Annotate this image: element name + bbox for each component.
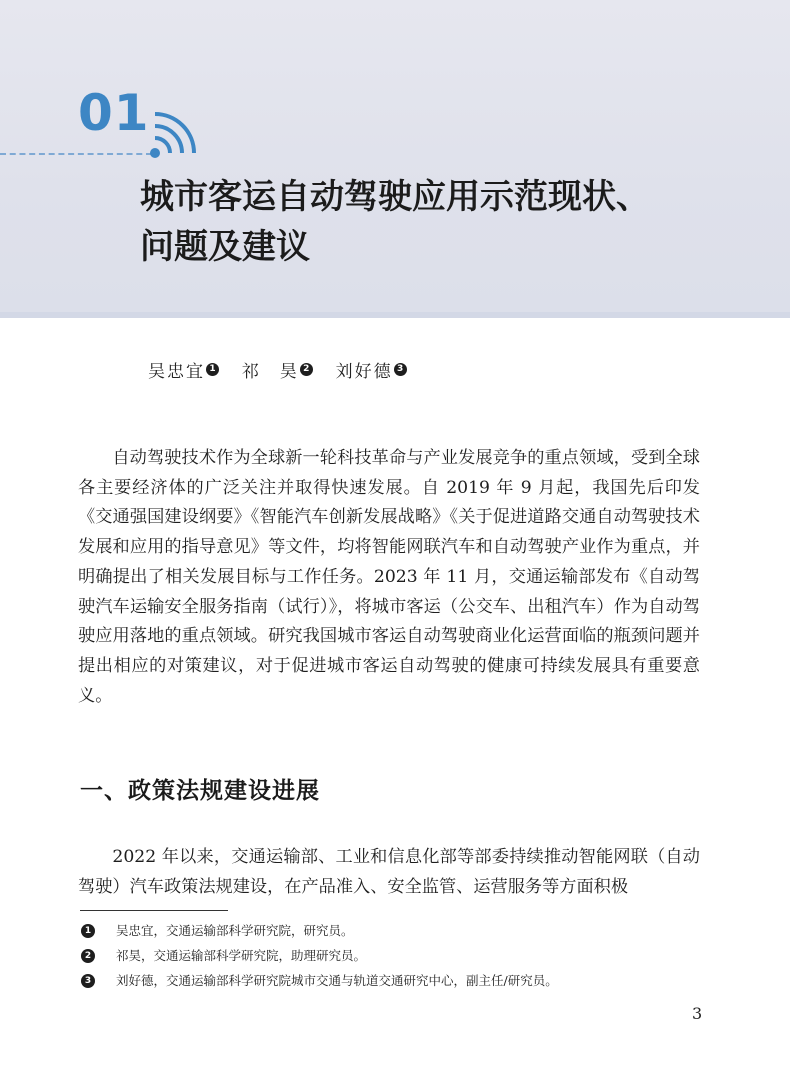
- section-paragraph: 2022 年以来，交通运输部、工业和信息化部等部委持续推动智能网联（自动驾驶）汽车政策法规建设，在产品准入、安全监管、运营服务等方面积极: [78, 847, 700, 897]
- section-heading: 一、政策法规建设进展: [80, 778, 320, 804]
- footnote-divider: [80, 910, 228, 911]
- author-list: [148, 357, 407, 382]
- footnote-list: [84, 918, 716, 993]
- footnote-item: [84, 918, 716, 943]
- dashed-guide-line: [0, 153, 152, 155]
- chapter-title: [140, 172, 740, 272]
- footnote-number: 2: [81, 949, 95, 963]
- author-name: 吴忠宜: [148, 362, 205, 382]
- chapter-title-line-1: 城市客运自动驾驶应用示范现状、: [140, 177, 650, 217]
- footnote-text: 刘好德，交通运输部科学研究院城市交通与轨道交通研究中心，副主任/研究员。: [116, 973, 558, 988]
- page-number: 3: [692, 1004, 703, 1023]
- footnote-text: 吴忠宜，交通运输部科学研究院，研究员。: [116, 923, 354, 938]
- chapter-number: 01: [78, 84, 150, 142]
- footnote-number: 3: [81, 974, 95, 988]
- footnote-marker[interactable]: 3: [394, 363, 407, 376]
- footnote-number: 1: [81, 924, 95, 938]
- footnote-marker[interactable]: 2: [300, 363, 313, 376]
- footnote-marker[interactable]: 1: [206, 363, 219, 376]
- header-divider-stripe: [0, 312, 790, 318]
- author-name: 刘好德: [335, 362, 393, 382]
- intro-paragraph: 自动驾驶技术作为全球新一轮科技革命与产业发展竞争的重点领域，受到全球各主要经济体的广泛关注并取得快速发展。自 2019 年 9 月起，我国先后印发《交通强国建设纲要》《智能汽车创新发展战略》《关于促进道路交通自动驾驶技术发展和应用的指导意见》等文件，均将智能网联汽车和自动驾驶产业作为重点，并明确提出了相关发展目标与工作任务。2023 年 11 月，交通运输部发布《自动驾驶汽车运输安全服务指南（试行）》，将城市客运（公交车、出租汽车）作为自动驾驶应用落地的重点领域。研究我国城市客运自动驾驶商业化运营面临的瓶颈问题并提出相应的对策建议，对于促进城市客运自动驾驶的健康可持续发展具有重要意义。: [78, 448, 700, 706]
- footnote-text: 祁昊，交通运输部科学研究院，助理研究员。: [116, 948, 367, 963]
- footnote-item: [84, 943, 716, 968]
- author-name: 祁 昊: [241, 362, 299, 382]
- footnote-item: [84, 968, 716, 993]
- chapter-title-line-2: 问题及建议: [140, 227, 310, 267]
- signal-waves-icon: [147, 100, 209, 162]
